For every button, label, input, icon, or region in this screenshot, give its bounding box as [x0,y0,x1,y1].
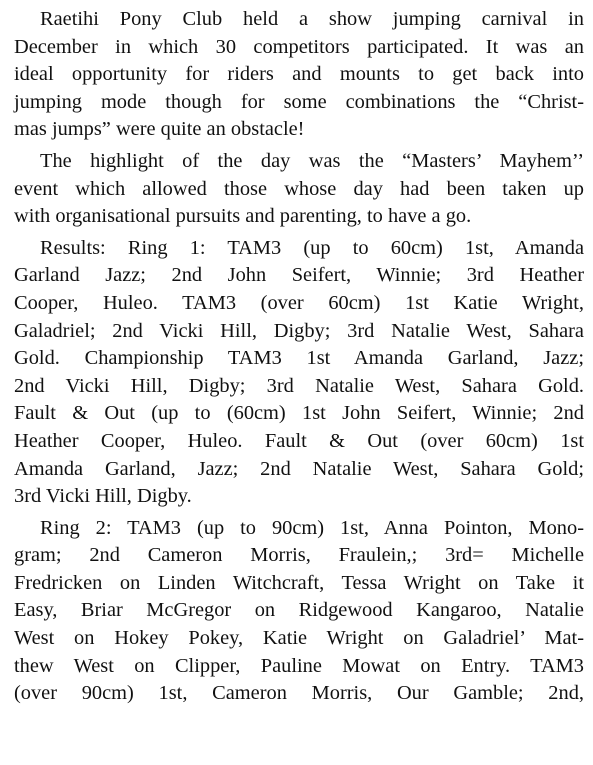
text-line: Amanda Garland, Jazz; 2nd Natalie West, Sahara Gold; [14,457,584,480]
text-line: Gold. Championship TAM3 1st Amanda Garland, Jazz; [14,347,584,370]
text-line: 2nd Vicki Hill, Digby; 3rd Natalie West, Sahara Gold. [14,374,584,397]
text-line: ideal opportunity for riders and mounts to get back into [14,63,584,86]
text-line: Results: Ring 1: TAM3 (up to 60cm) 1st, Amanda [40,236,584,259]
text-line: Easy, Briar McGregor on Ridgewood Kangaroo, Natalie [14,599,584,622]
text-line: mas jumps” were quite an obstacle! [14,118,305,141]
text-line: The highlight of the day was the “Masters’ Mayhem’’ [40,149,584,172]
text-line: Raetihi Pony Club held a show jumping carnival in [40,8,584,30]
text-line: jumping mode though for some combinations the “Christ- [14,90,584,113]
text-line: gram; 2nd Cameron Morris, Fraulein,; 3rd= Michelle [14,544,584,567]
text-line: Heather Cooper, Huleo. Fault & Out (over 60cm) 1st [14,429,584,452]
text-line: thew West on Clipper, Pauline Mowat on Entry. TAM3 [14,654,584,677]
text-line: Galadriel; 2nd Vicki Hill, Digby; 3rd Natalie West, Sahara [14,319,584,342]
text-line: (over 90cm) 1st, Cameron Morris, Our Gamble; 2nd, [14,682,584,705]
text-line: with organisational pursuits and parenting, to have a go. [14,205,472,228]
article-paragraph [14,515,584,708]
article-paragraph [14,235,584,511]
article-paragraph [14,148,584,231]
article-paragraph [14,6,584,144]
text-line: Fredricken on Linden Witchcraft, Tessa Wright on Take it [14,571,584,594]
text-line: Cooper, Huleo. TAM3 (over 60cm) 1st Katie Wright, [14,291,584,314]
text-line: 3rd Vicki Hill, Digby. [14,485,192,508]
text-line: West on Hokey Pokey, Katie Wright on Galadriel’ Mat- [14,627,584,650]
text-line: Ring 2: TAM3 (up to 90cm) 1st, Anna Pointon, Mono- [40,516,584,539]
text-line: December in which 30 competitors participated. It was an [14,35,584,58]
article-column [14,6,584,712]
text-line: Garland Jazz; 2nd John Seifert, Winnie; 3rd Heather [14,264,584,287]
text-line: event which allowed those whose day had been taken up [14,177,584,200]
text-line: Fault & Out (up to (60cm) 1st John Seifert, Winnie; 2nd [14,402,584,425]
